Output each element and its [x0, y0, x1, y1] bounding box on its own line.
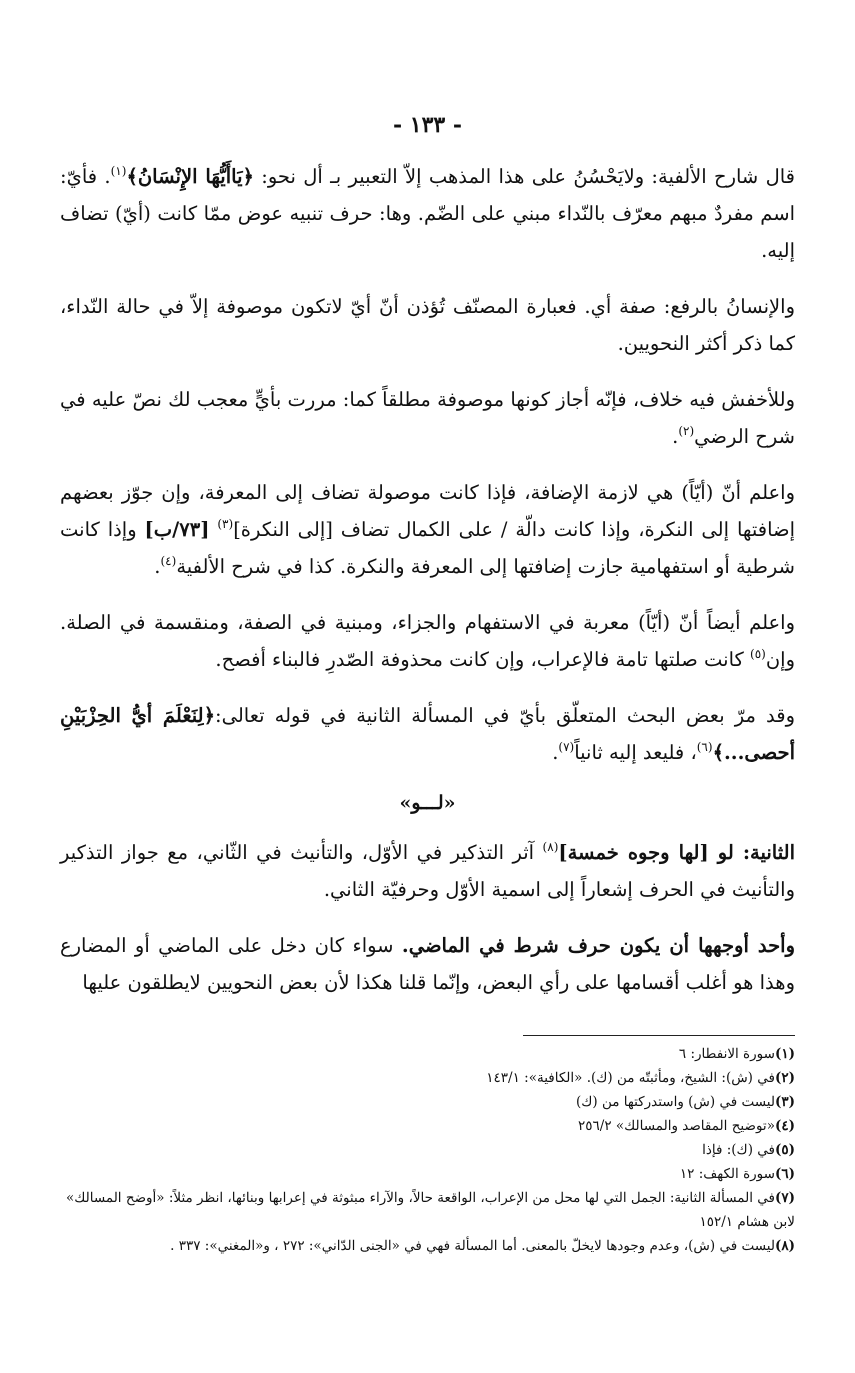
folio-marker: [٧٣/ب]: [144, 518, 210, 541]
footnote-text: ليست في (ش) واستدركتها من (ك): [576, 1094, 775, 1110]
footnote-number: (٦): [774, 1166, 795, 1182]
footnote-ref: (٥): [750, 647, 766, 661]
paragraph-rest: سواء كان دخل على الماضي أو المضارع وهذا هو أغلب أقسامها على رأي البعض، وإنّما قلنا هكذا لأن بعض النحويين لايطلقون عليها: [60, 934, 795, 994]
footnote-number: (١): [774, 1046, 795, 1062]
paragraph-2: [60, 288, 795, 362]
footnote-number: (٧): [774, 1190, 795, 1206]
paragraph-end: .: [672, 425, 679, 448]
footnote-number: (٣): [774, 1094, 795, 1110]
paragraph-1: [60, 158, 795, 269]
footnote-ref: (١): [110, 164, 127, 178]
footnote-ref: (٤): [160, 554, 177, 568]
paragraph-5: [60, 604, 795, 678]
paragraph-bold-lead: وأحد أوجهها أن يكون حرف شرط في الماضي.: [401, 934, 795, 957]
footnotes: [60, 1042, 795, 1258]
paragraph-3: [60, 381, 795, 455]
footnote-ref: (٣): [217, 517, 234, 531]
footnote: [60, 1186, 795, 1234]
paragraph-part1: واعلم أنّ (أيّاً) هي لازمة الإضافة، فإذا كانت موصولة تضاف إلى المعرفة، وإن جوّز بعضهم إضافتها إلى النكرة، وإذا كانت دالّة / على الكمال تضاف [إلى النكرة]: [60, 481, 795, 541]
paragraph-part1: وقد مرّ بعض البحث المتعلّق بأيّ في المسألة الثانية في قوله تعالى:: [215, 704, 796, 727]
paragraph-4: [60, 474, 795, 585]
footnote-text: سورة الانفطار: ٦: [678, 1046, 775, 1062]
paragraph-text: وللأخفش فيه خلاف، فإنّه أجاز كونها موصوفة مطلقاً كما: مررت بأيٍّ معجب لك نصّ عليه في شرح الرضي: [60, 388, 795, 448]
footnote: [60, 1138, 795, 1162]
footnote-number: (٢): [774, 1070, 795, 1086]
section-heading: «لـــو»: [399, 792, 456, 814]
paragraph-rest: . فأيّ: اسم مفردٌ مبهم معرّف بالنّداء مبني على الضّم. وها: حرف تنبيه عوض ممّا كانت (أيّ) تضاف إليه.: [60, 165, 795, 262]
quran-verse: ﴿يَاأَيُّهَا الإِنْسَانُ﴾: [126, 165, 254, 188]
footnote: [60, 1042, 795, 1066]
footnote-text: في المسألة الثانية: الجمل التي لها محل من الإعراب، الواقعة حالاً، والآراء مبثوثة في إعرابها وبنائها، انظر مثلاً: «أوضح المسالك» لابن هشام ١٥٢/١: [65, 1190, 795, 1230]
paragraph-lead: قال شارح الألفية: ولايَحْسُنُ على هذا المذهب إلاّ التعبير بـ أل نحو:: [253, 165, 795, 188]
paragraph-end: .: [552, 741, 559, 764]
footnote-number: (٤): [774, 1118, 795, 1134]
footnote: [60, 1090, 795, 1114]
footnote-text: في (ش): الشيخ، ومأثبتّه من (ك). «الكافية»: ١٤٣/١: [486, 1070, 775, 1086]
paragraph-label: الثانية: لو [لها وجوه خمسة]: [558, 841, 795, 864]
footnote: [60, 1234, 795, 1258]
footnote-text: سورة الكهف: ١٢: [679, 1166, 775, 1182]
paragraph-6: [60, 697, 795, 771]
paragraph-rest: آثر التذكير في الأوّل، والتأنيث في الثّاني، مع جواز التذكير والتأنيث في الحرف إشعاراً إلى اسمية الأوّل وحرفيّة الثاني.: [60, 841, 795, 901]
footnote: [60, 1114, 795, 1138]
paragraph-part1: واعلم أيضاً أنّ (أيّاً) معربة في الاستفهام والجزاء، ومبنية في الصفة، ومنقسمة في الصلة. وإن: [60, 611, 795, 671]
paragraph-part2: وإذا كانت شرطية أو استفهامية جازت إضافتها إلى المعرفة والنكرة. كذا في شرح الألفية: [60, 518, 795, 578]
quran-verse: ﴿لِنَعْلَمَ أيُّ الحِزْبَيْنِ أحصى...﴾: [60, 704, 795, 764]
footnote-number: (٥): [774, 1142, 795, 1158]
footnote: [60, 1162, 795, 1186]
paragraph-part2: كانت صلتها تامة فالإعراب، وإن كانت محذوفة الصّدرِ فالبناء أفصح.: [215, 648, 751, 671]
footnote-text: ليست في (ش)، وعدم وجودها لايخلّ بالمعنى. أما المسألة فهي في «الجنى الدّاني»: ٢٧٢ ، و«المغني»: ٣٣٧ .: [170, 1238, 775, 1254]
paragraph-end: .: [154, 555, 161, 578]
footnote-text: في (ك): فإذا: [702, 1142, 775, 1158]
footnote-ref: (٨): [542, 840, 559, 854]
paragraph-last: [60, 927, 795, 1001]
footnote-ref: (٦): [696, 740, 713, 754]
main-text: [60, 158, 795, 1020]
footnote: [60, 1066, 795, 1090]
paragraph-text: والإنسانُ بالرفع: صفة أي. فعبارة المصنّف تُؤذن أنّ أيّ لاتكون موصوفة إلاّ في حالة النّداء، كما ذكر أكثر النحويين.: [60, 295, 795, 355]
footnote-text: «توضيح المقاصد والمسالك» ٢٥٦/٢: [578, 1118, 775, 1134]
paragraph-thaniya: [60, 834, 795, 908]
footnote-number: (٨): [774, 1238, 795, 1254]
footnote-ref: (٧): [558, 740, 575, 754]
footnote-separator: [523, 1035, 795, 1036]
page-number: - ١٣٣ -: [392, 112, 463, 138]
paragraph-part2: ، فليعد إليه ثانياً: [574, 741, 697, 764]
footnote-ref: (٢): [678, 424, 695, 438]
